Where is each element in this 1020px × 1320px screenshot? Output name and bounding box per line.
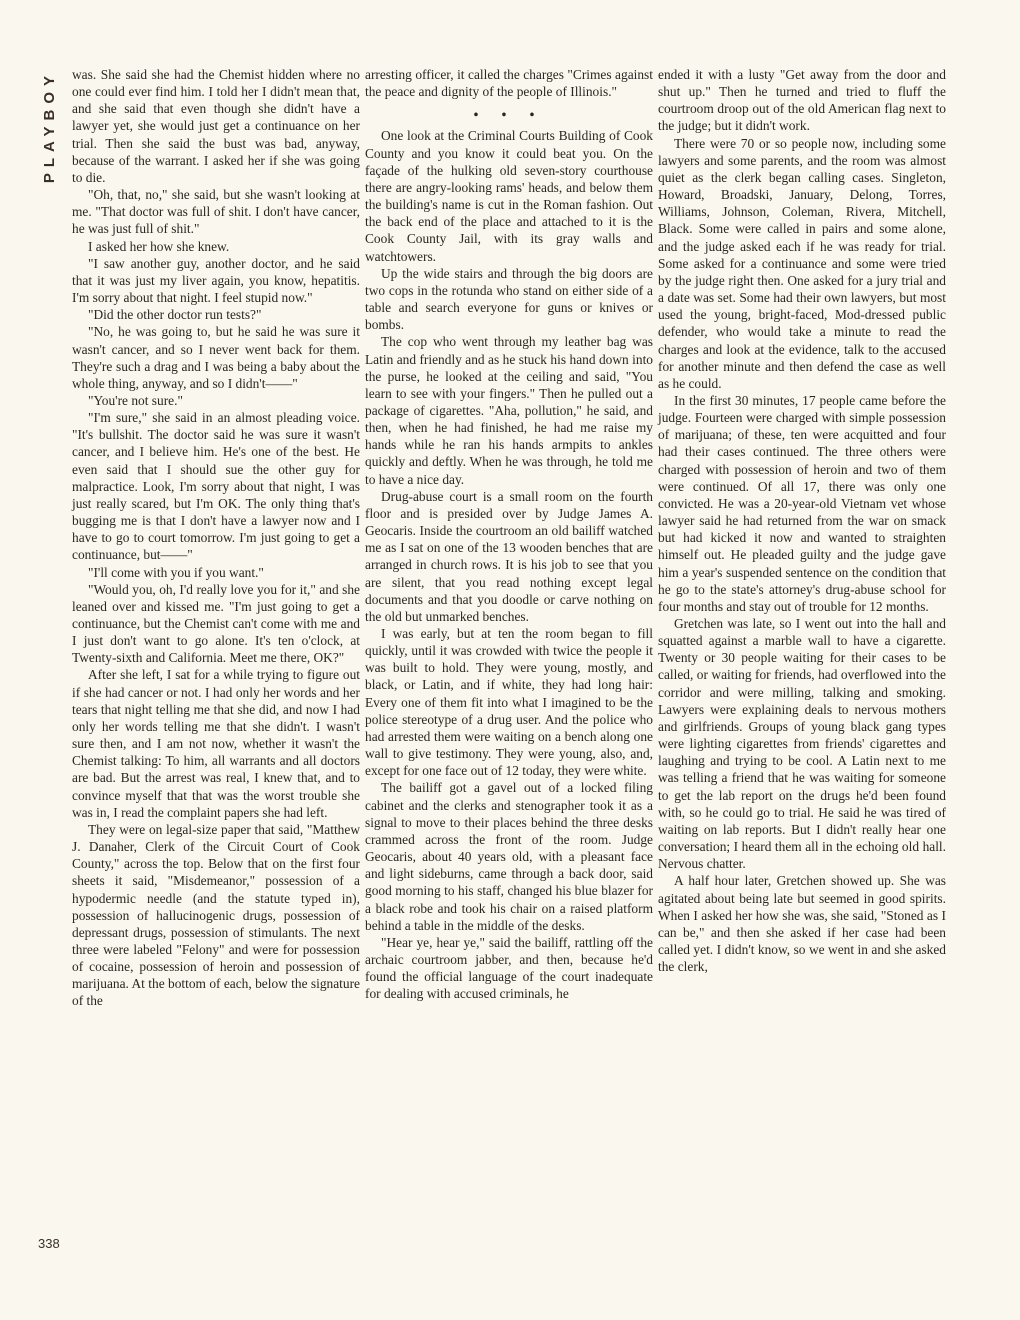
paragraph: In the first 30 minutes, 17 people came before the judge. Fourteen were charged with simple possession of marijuana; of these, ten were acquitted and four had their cases continued. The three others were charged with possession of heroin and two of them were continued. Of all 17, there was only one convicted. He was a 20-year-old Vietnam vet whose lawyer said he had returned from the war on smack but had kicked it now and wanted to straighten himself out. He pleaded guilty and the judge gave him a year's suspended sentence on the condition that he go to the state's attorney's drug-abuse school for four months and stay out of trouble for 12 months.: [658, 392, 946, 614]
paragraph: "Would you, oh, I'd really love you for it," and she leaned over and kissed me. "I'm just going to get a continuance, but the Chemist can't come with me and I just don't want to go alone. It's ten o'clock, at Twenty-sixth and California. Meet me there, OK?": [72, 581, 360, 666]
section-break: • • •: [473, 107, 545, 123]
paragraph: "Hear ye, hear ye," said the bailiff, rattling off the archaic courtroom jabber, and then, because he'd found the official language of the court inadequate for dealing with accused criminals, he: [365, 934, 653, 1002]
paragraph: There were 70 or so people now, including some lawyers and some parents, and the room was almost quiet as the clerk began calling cases. Singleton, Howard, Broadski, January, Delong, Torres, Williams, Johnson, Coleman, Rivera, Mitchell, Black. Some were called in pairs and some alone, and the judge asked each if he was ready for trial. Some asked for a continuance and some were tried by the judge right then. One asked for a jury trial and a date was set. Some had their own lawyers, but most used the young, bright-faced, Mod-dressed public defender, who would take a minute to read the charges and look at the evidence, talk to the accused for another minute and then defend the case as well as he could.: [658, 135, 946, 391]
paragraph: "You're not sure.": [88, 392, 183, 408]
paragraph: I asked her how she knew.: [88, 238, 230, 254]
column-1: [72, 66, 360, 1010]
paragraph: arresting officer, it called the charges "Crimes against the peace and dignity of the people of Illinois.": [365, 67, 653, 100]
paragraph: Drug-abuse court is a small room on the fourth floor and is presided over by Judge James A. Geocaris. Inside the courtroom an old bailiff watched me as I sat on one of the 13 wooden benches that are arranged in church rows. It is his job to see that you are silent, that you read nothing except legal documents and that you doodle or carve nothing on the old but unmarked benches.: [365, 488, 653, 624]
paragraph: ended it with a lusty "Get away from the door and shut up." Then he turned and tried to fluff the courtroom droop out of the old American flag next to the judge; but it didn't work.: [658, 67, 946, 134]
paragraph: "Oh, that, no," she said, but she wasn't looking at me. "That doctor was full of shit. I don't have cancer, he was just full of shit.": [72, 187, 360, 237]
paragraph: "No, he was going to, but he said he was sure it wasn't cancer, and so I never went back for them. They're such a drag and I was being a baby about the whole thing, anyway, and so I didn't——": [72, 324, 360, 391]
paragraph: They were on legal-size paper that said, "Matthew J. Danaher, Clerk of the Circuit Court of Cook County," across the top. Below that on the first four sheets it said, "Misdemeanor," possession of a hypodermic needle (and the statute typed in), possession of hallucinogenic drugs, possession of depressant drugs, possession of stimulants. The next three were labeled "Felony" and were for possession of cocaine, possession of heroin and possession of marijuana. At the bottom of each, below the signature of the: [72, 821, 360, 1009]
magazine-name: PLAYBOY: [41, 70, 58, 184]
paragraph: A half hour later, Gretchen showed up. She was agitated about being late but seemed in good spirits. When I asked her how she was, she said, "Stoned as I can be," and then she asked if her case had been called yet. I didn't know, so we went in and she asked the clerk,: [658, 873, 946, 975]
paragraph: After she left, I sat for a while trying to figure out if she had cancer or not. I had only her words and her tears that night telling me that she did, and now I had only her words telling me that she didn't. I wasn't sure then, and I am not now, whether it wasn't the Chemist talking: To him, all warrants and all doctors are bad. But the arrest was real, I knew that, and to convince myself that that was the worst trouble she was in, I read the complaint papers she had left.: [72, 667, 360, 820]
paragraph: One look at the Criminal Courts Building of Cook County and you know it could beat you. On the façade of the hulking old seven-story courthouse there are angry-looking rams' heads, and below them the building's name is cut in the Roman fashion. Out the back end of the place and attached to it is the Cook County Jail, with its gray walls and watchtowers.: [365, 128, 653, 264]
paragraph: "Did the other doctor run tests?": [88, 307, 262, 323]
paragraph: "I'll come with you if you want.": [88, 564, 264, 580]
paragraph: Up the wide stairs and through the big doors are two cops in the rotunda who stand on either side of a table and search everyone for guns or knives or bombs.: [365, 265, 653, 333]
paragraph: was. She said she had the Chemist hidden where no one could ever find him. I told her I didn't mean that, and she said that even though she didn't have a lawyer yet, she would just get a continuance on her trial. Then she said the bust was bad, anyway, because of the warrant. I asked her if she was going to die.: [72, 67, 360, 185]
paragraph: "I'm sure," she said in an almost pleading voice. "It's bullshit. The doctor said he was sure it wasn't cancer, and I believe him. He's one of the best. He even said that I should sue the other guy for malpractice. Look, I'm sorry about that night, I was just really scared, but I'm OK. The only thing that's bugging me is that I don't have a lawyer now and I have to go to court tomorrow. I'm just going to get a continuance, but——": [72, 410, 360, 563]
paragraph: The cop who went through my leather bag was Latin and friendly and as he stuck his hand down into the purse, he looked at the ceiling and said, "You learn to see with your fingers." Then he pulled out a package of cigarettes. "Aha, pollution," he said, and then, when he had finished, he had me raise my hands while he ran his hands armpits to ankles quickly and deftly. When he was through, he told me to have a nice day.: [365, 334, 653, 487]
paragraph: The bailiff got a gavel out of a locked filing cabinet and the clerks and stenographer took it as a signal to move to their places behind the three desks crammed across the front of the room. Judge Geocaris, about 40 years old, with a pleasant face and light sideburns, came through a back door, said good morning to his staff, changed his blue blazer for a black robe and took his chair on a raised platform behind a table in the middle of the desks.: [365, 780, 653, 933]
paragraph: I was early, but at ten the room began to fill quickly, until it was crowded with twice the people it was built to hold. They were young, mostly, and black, or Latin, and if white, they had long hair: Every one of them fit into what I imagined to be the police stereotype of a drug user. And the police who had arrested them were waiting on a bench along one wall to give testimony. They were young, also, and, except for one face out of 12 today, they were white.: [365, 626, 653, 779]
column-2: [365, 66, 653, 1002]
paragraph: "I saw another guy, another doctor, and he said that it was just my liver again, you know, hepatitis. I'm sorry about that night. I feel stupid now.": [72, 255, 360, 306]
paragraph: Gretchen was late, so I went out into the hall and squatted against a marble wall to have a cigarette. Twenty or 30 people waiting for their cases to be called, or waiting for friends, had overflowed into the corridor and were milling, talking and smoking. Lawyers were explaining deals to nervous mothers and girlfriends. Groups of young black gang types were lighting cigarettes from friends' cigarettes and laughing and trying to be cool. A Latin next to me was telling a friend that he was waiting for someone to get the lab report on the drugs he'd been found with, so he could go to trial. He said he was tired of waiting on lab reports. But I didn't really hear one conversation; I heard them all in the echoing old hall. Nervous chatter.: [658, 616, 946, 872]
page-number: 338: [38, 1236, 60, 1251]
column-3: [658, 66, 946, 975]
